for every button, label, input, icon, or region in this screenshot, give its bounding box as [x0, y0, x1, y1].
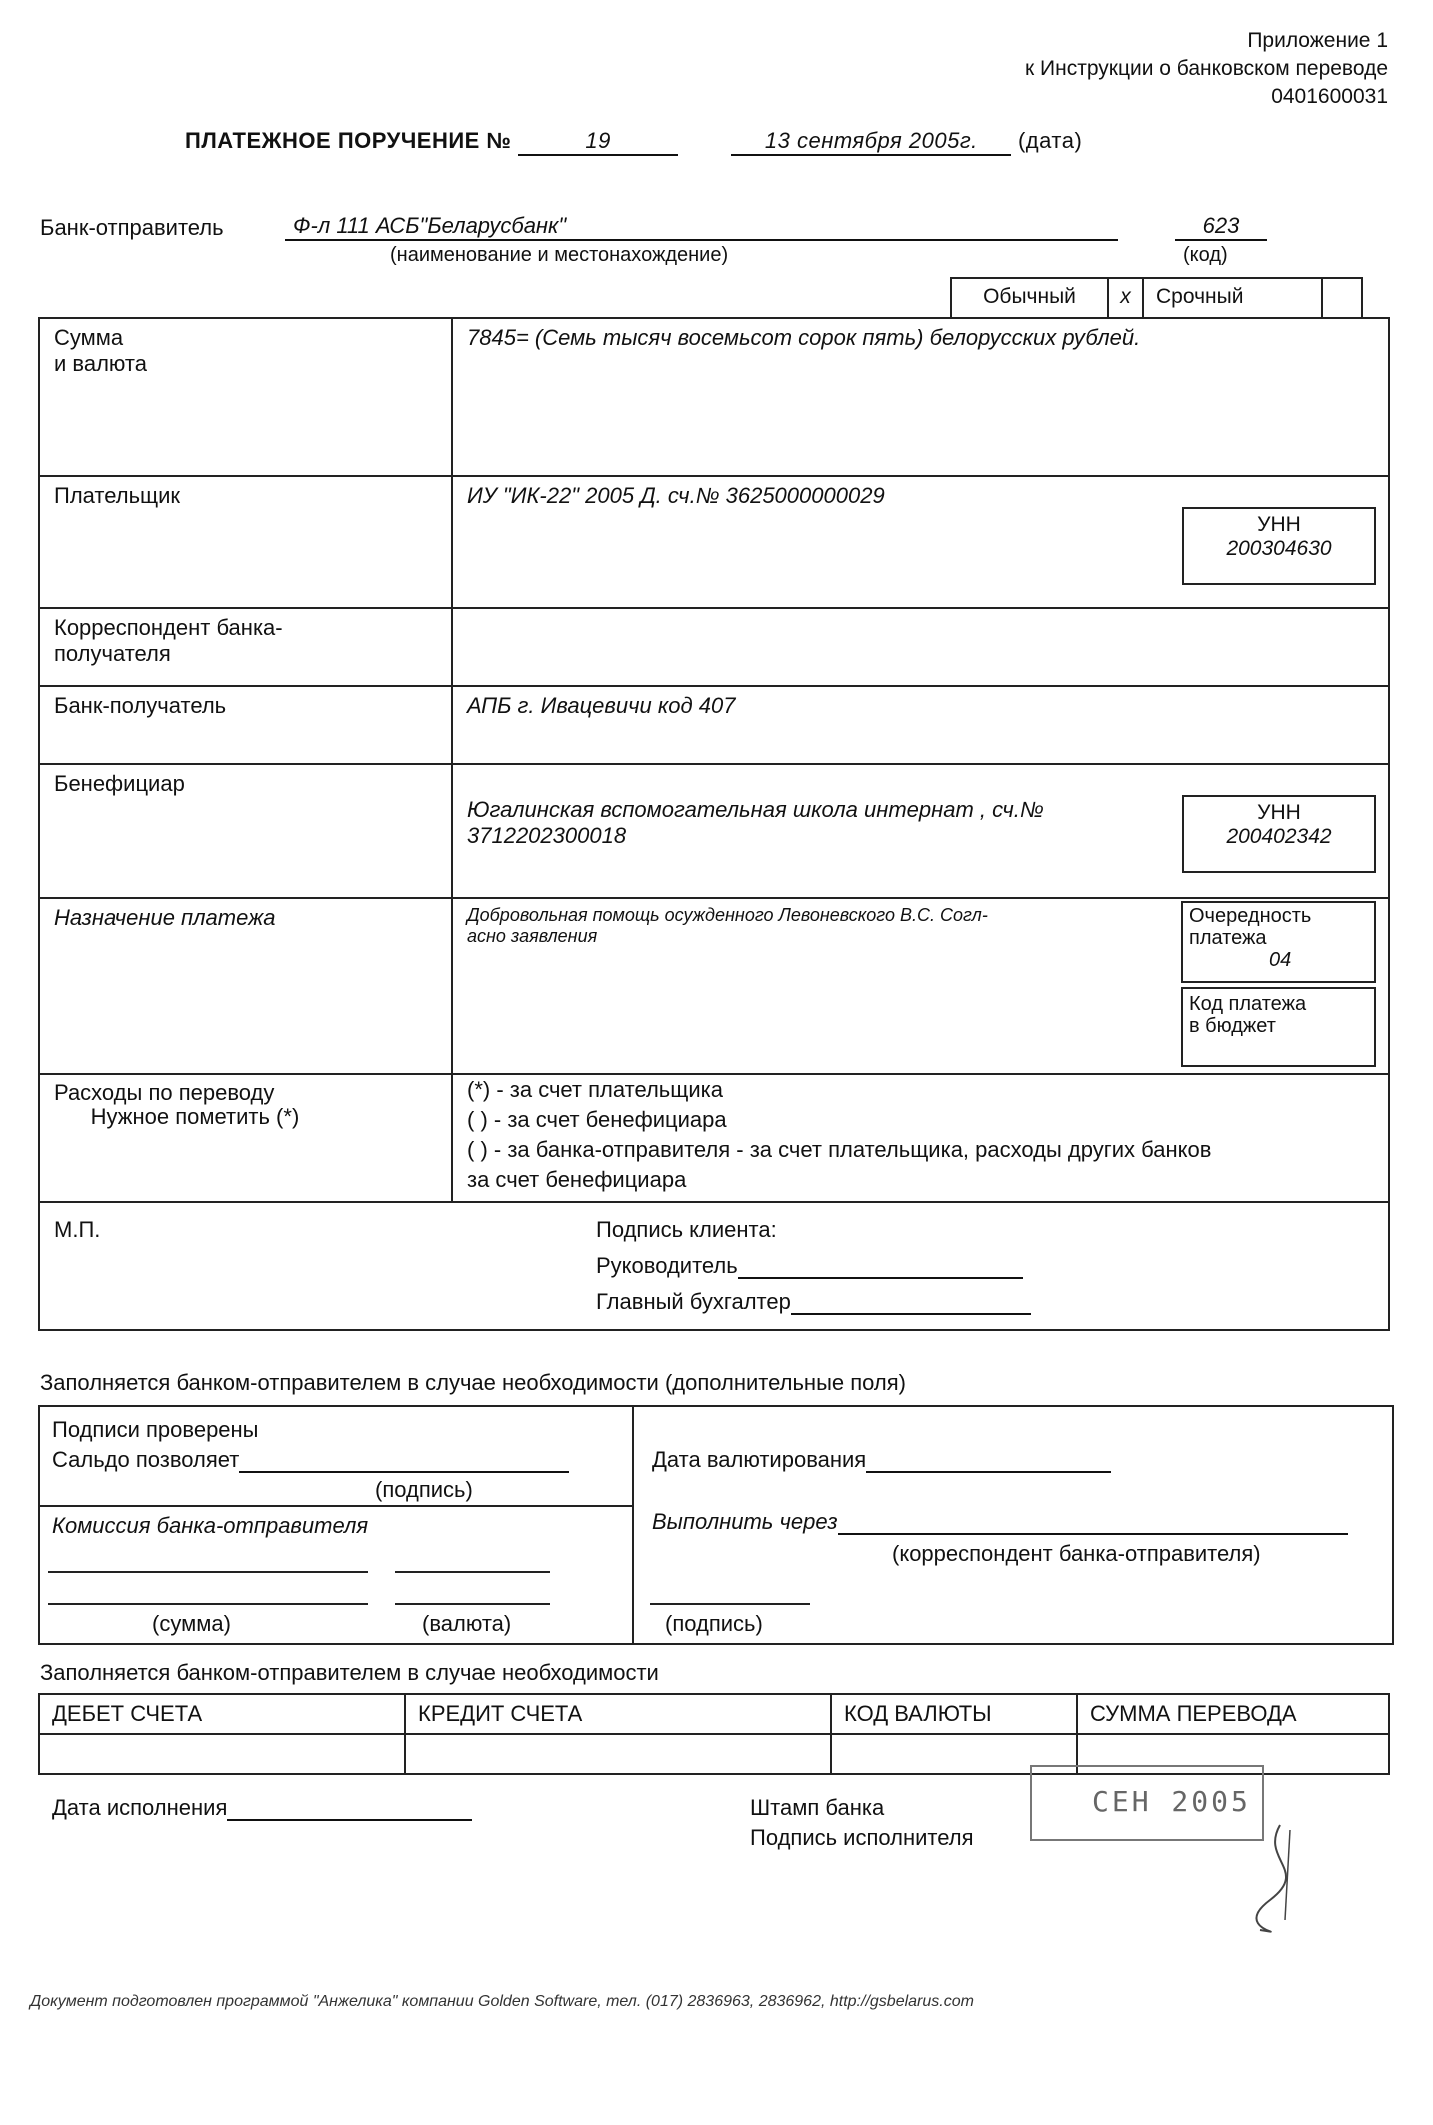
accountant-signature-line: [791, 1313, 1031, 1315]
budget-code-box: [1181, 987, 1376, 1067]
payer-cell: [452, 476, 1389, 608]
beneficiary-unn-box: [1182, 795, 1376, 873]
payer-unn-label: УНН: [1257, 513, 1301, 536]
head-signature: [596, 1253, 1023, 1279]
signature-line2: [650, 1603, 810, 1605]
receiver-bank-label: Банк-получатель: [39, 686, 452, 764]
receiver-bank-value: АПБ г. Ивацевичи код 407: [452, 686, 1389, 764]
accounts-table: [38, 1693, 1390, 1775]
payment-table: [38, 317, 1390, 1331]
payer-label: Плательщик: [39, 476, 452, 608]
additional-caption: Заполняется банком-отправителем в случае необходимости (дополнительные поля): [40, 1370, 906, 1395]
sum-caption: (сумма): [152, 1611, 231, 1636]
footer-note: Документ подготовлен программой "Анжелика" компании Golden Software, тел. (017) 2836963, 2836962, http://gsbelarus.com: [30, 1993, 974, 2010]
bottom-caption: Заполняется банком-отправителем в случае необходимости: [40, 1660, 659, 1685]
value-date-line: [866, 1471, 1111, 1473]
sender-bank-name-caption: (наименование и местонахождение): [390, 244, 729, 266]
payer-value: ИУ "ИК-22" 2005 Д. сч.№ 3625000000029: [467, 483, 885, 508]
sender-bank-code: 623: [1175, 213, 1267, 241]
priority-selector: [950, 277, 1363, 319]
currency-line2: [395, 1603, 550, 1605]
beneficiary-value: Югалинская вспомогательная школа интернат , сч.№ 3712202300018: [467, 797, 1044, 848]
commission-label: Комиссия банка-отправителя: [52, 1513, 369, 1538]
priority-mark: x: [1109, 279, 1144, 317]
beneficiary-unn-label: УНН: [1257, 801, 1301, 824]
budget-code-label: Код платежа в бюджет: [1189, 993, 1307, 1037]
queue-value: 04: [1269, 949, 1292, 971]
stamp-place: М.П.: [54, 1217, 101, 1242]
appendix-line1: Приложение 1: [1247, 29, 1388, 52]
signature-caption: (подпись): [375, 1477, 473, 1502]
col-credit: КРЕДИТ СЧЕТА: [405, 1694, 831, 1734]
col-debit: ДЕБЕТ СЧЕТА: [39, 1694, 405, 1734]
value-date-label: Дата валютирования: [652, 1447, 867, 1472]
queue-label: Очередность платежа: [1189, 905, 1312, 949]
execute-via: [652, 1509, 1348, 1535]
expenses-label: Расходы по переводу Нужное пометить (*): [39, 1074, 452, 1202]
appendix-line2: к Инструкции о банковском переводе: [1025, 57, 1388, 80]
queue-box: [1181, 901, 1376, 983]
date-caption: (дата): [1017, 128, 1083, 153]
sender-bank-label: Банк-отправитель: [40, 215, 224, 240]
signature-scribble-icon: [1240, 1820, 1320, 1940]
sum-line1: [48, 1571, 368, 1573]
balance-label: Сальдо позволяет: [52, 1447, 240, 1472]
payer-unn-box: [1182, 507, 1376, 585]
priority-urgent: Срочный: [1144, 279, 1323, 317]
signature-block: [39, 1202, 1389, 1330]
head-label: Руководитель: [596, 1253, 738, 1278]
sum-line2: [48, 1603, 368, 1605]
currency-line1: [395, 1571, 550, 1573]
bank-stamp-label: Штамп банка: [750, 1795, 885, 1820]
balance-line: [239, 1471, 569, 1473]
debit-value: [39, 1734, 405, 1774]
expenses-option-beneficiary: ( ) - за счет бенефициара: [467, 1107, 727, 1132]
additional-divider: [632, 1407, 634, 1643]
sender-bank-name: Ф-л 111 АСБ"Беларусбанк": [285, 213, 1118, 241]
execution-date-line: [227, 1819, 472, 1821]
executor-signature-label: Подпись исполнителя: [750, 1825, 974, 1850]
expenses-option-shared: ( ) - за банка-отправителя - за счет плательщика, расходы других банков за счет бенефициара: [467, 1137, 1212, 1192]
amount-label: Сумма и валюта: [39, 318, 452, 476]
beneficiary-unn: 200402342: [1226, 825, 1332, 848]
title-label: ПЛАТЕЖНОЕ ПОРУЧЕНИЕ №: [185, 128, 512, 153]
value-date: [652, 1447, 1111, 1473]
order-number: 19: [518, 128, 678, 156]
client-signature-label: Подпись клиента:: [596, 1217, 777, 1242]
additional-hdivider: [40, 1505, 632, 1507]
priority-urgent-box: [1323, 279, 1361, 317]
balance-allows: [52, 1447, 569, 1473]
amount-value: 7845= (Семь тысяч восемьсот сорок пять) белорусских рублей.: [452, 318, 1389, 476]
page-title: [185, 128, 1082, 156]
beneficiary-label: Бенефициар: [39, 764, 452, 898]
col-transfer-sum: СУММА ПЕРЕВОДА: [1077, 1694, 1389, 1734]
correspondent-label: Корреспондент банка- получателя: [39, 608, 452, 686]
priority-normal: Обычный: [952, 279, 1109, 317]
order-date: 13 сентября 2005г.: [731, 128, 1011, 156]
correspondent-caption: (корреспондент банка-отправителя): [892, 1541, 1261, 1566]
form-code: 0401600031: [1271, 85, 1388, 108]
credit-value: [405, 1734, 831, 1774]
bank-stamp: [1030, 1765, 1264, 1841]
purpose-cell: [452, 898, 1389, 1074]
sender-bank-code-caption: (код): [1183, 244, 1228, 266]
execution-date: [52, 1795, 472, 1821]
execute-via-label: Выполнить через: [652, 1509, 838, 1534]
expenses-cell: [452, 1074, 1389, 1202]
execution-date-label: Дата исполнения: [52, 1795, 228, 1820]
signatures-checked: Подписи проверены: [52, 1417, 259, 1442]
beneficiary-cell: [452, 764, 1389, 898]
correspondent-value: [452, 608, 1389, 686]
accountant-signature: [596, 1289, 1031, 1315]
purpose-value: Добровольная помощь осужденного Левоневского В.С. Согл- асно заявления: [467, 905, 988, 946]
currency-caption: (валюта): [422, 1611, 512, 1636]
additional-fields: [38, 1405, 1394, 1645]
accountant-label: Главный бухгалтер: [596, 1289, 791, 1314]
expenses-option-payer: (*) - за счет плательщика: [467, 1077, 723, 1102]
execute-via-line: [838, 1533, 1348, 1535]
stamp-date: СЕН 2005: [1092, 1785, 1251, 1818]
payer-unn: 200304630: [1226, 537, 1332, 560]
head-signature-line: [738, 1277, 1023, 1279]
signature-caption2: (подпись): [665, 1611, 763, 1636]
col-currency-code: КОД ВАЛЮТЫ: [831, 1694, 1077, 1734]
purpose-label: Назначение платежа: [39, 898, 452, 1074]
